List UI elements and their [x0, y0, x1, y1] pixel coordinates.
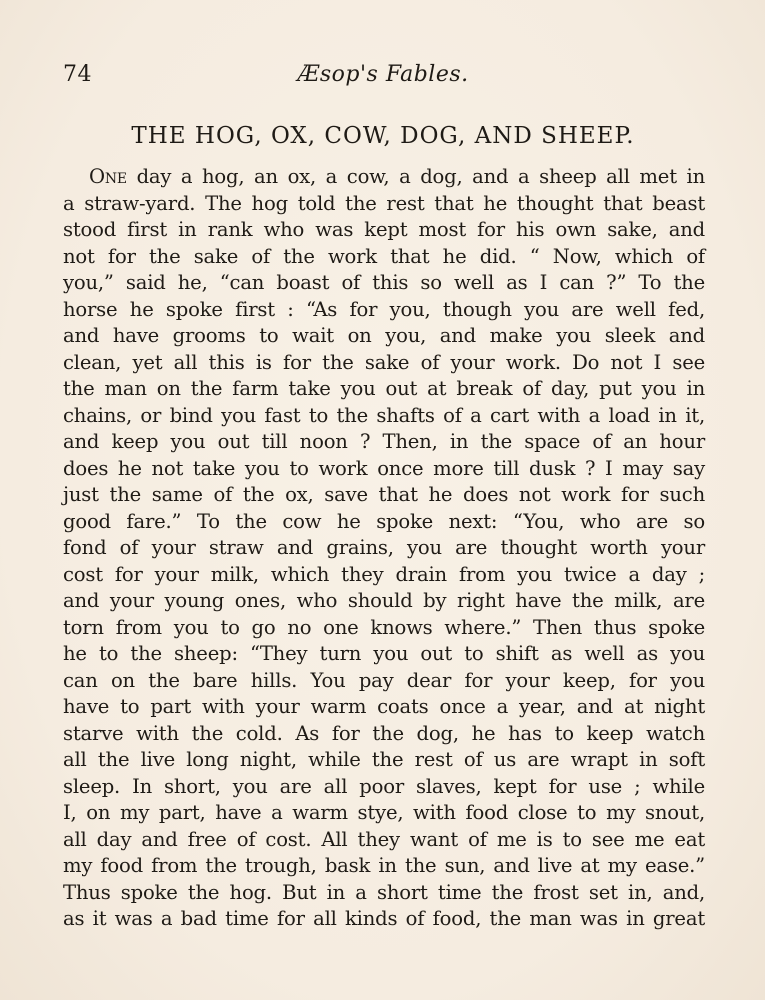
text-line: clean, yet all this is for the sake of your work. Do not I see [63, 350, 705, 374]
text-line: I, on my part, have a warm stye, with food close to my snout, [63, 801, 705, 824]
text-line: and keep you out till noon ? Then, in the space of an hour [63, 430, 705, 453]
text-line: cost for your milk, which they drain from you twice a day ; [63, 562, 705, 586]
fable-title: THE HOG, OX, COW, DOG, AND SHEEP. [131, 123, 635, 149]
text-line: good fare.” To the cow he spoke next: “You, who are so [63, 509, 705, 533]
text-line: just the same of the ox, save that he does not work for such [63, 483, 705, 506]
text-line: a straw-yard. The hog told the rest that he thought that beast [63, 191, 705, 215]
text-line: my food from the trough, bask in the sun, and live at my ease.” [63, 854, 705, 877]
text-line: all the live long night, while the rest of us are wrapt in soft [63, 748, 705, 771]
running-title: Æsop's Fables. [297, 62, 469, 87]
fable-body [63, 164, 705, 933]
text-line: not for the sake of the work that he did. “ Now, which of [63, 244, 705, 268]
text-line: and have grooms to wait on you, and make you sleek and [63, 324, 705, 347]
opening-word: One [89, 165, 127, 188]
text-line: fond of your straw and grains, you are thought worth your [63, 536, 705, 559]
page-number: 74 [63, 62, 92, 87]
text-line: chains, or bind you fast to the shafts of a cart with a load in it, [63, 403, 705, 427]
text-line: he to the sheep: “They turn you out to shift as well as you [63, 642, 705, 665]
text-line: the man on the farm take you out at break of day, put you in [63, 377, 705, 400]
text-line: you,” said he, “can boast of this so well as I can ?” To the [63, 271, 705, 294]
text-line: can on the bare hills. You pay dear for your keep, for you [63, 668, 705, 692]
text-line: does he not take you to work once more till dusk ? I may say [63, 456, 705, 480]
text-line: starve with the cold. As for the dog, he has to keep watch [63, 721, 705, 745]
text-line: as it was a bad time for all kinds of food, the man was in great [63, 907, 705, 930]
text-line-content: day a hog, an ox, a cow, a dog, and a sheep all met in [126, 165, 705, 188]
page-header [63, 62, 703, 92]
text-line: stood first in rank who was kept most for his own sake, and [63, 218, 705, 241]
text-line: torn from you to go no one knows where.” Then thus spoke [63, 615, 705, 639]
text-line [63, 164, 705, 191]
text-line: have to part with your warm coats once a year, and at night [63, 695, 705, 718]
text-line: Thus spoke the hog. But in a short time the frost set in, and, [63, 880, 705, 904]
text-line: and your young ones, who should by right have the milk, are [63, 589, 705, 612]
text-line: sleep. In short, you are all poor slaves, kept for use ; while [63, 774, 705, 798]
text-line: all day and free of cost. All they want of me is to see me eat [63, 827, 705, 851]
text-line: horse he spoke first : “As for you, though you are well fed, [63, 297, 705, 321]
